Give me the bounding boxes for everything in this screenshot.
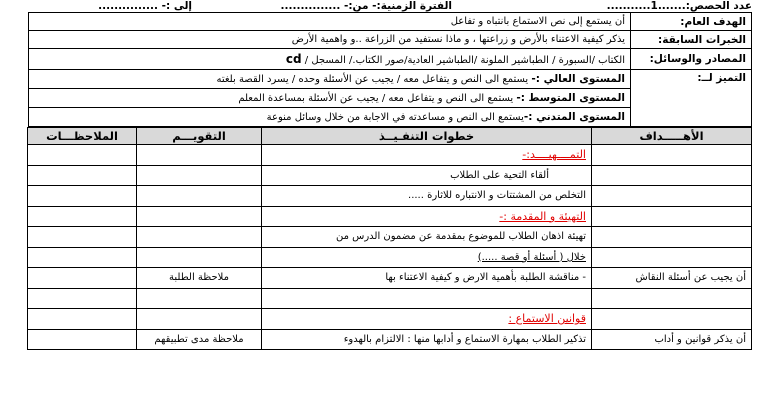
evaluation-cell: ملاحظة الطلبة	[137, 268, 262, 289]
cd-badge: cd	[285, 52, 302, 66]
table-row	[28, 288, 752, 309]
general-goal-value: أن يستمع إلى نص الاستماع بانتباه و تفاعل	[29, 13, 631, 31]
level-mid-text: يستمع الى النص و يتفاعل معه / يجيب عن الأسئلة بمساعدة المعلم	[238, 93, 517, 104]
table-row	[28, 186, 752, 207]
level-high-text: يستمع الى النص و يتفاعل معه / يجيب عن الأسئلة وحده / يسرد القصة بلغته	[216, 74, 532, 85]
evaluation-cell	[137, 247, 262, 268]
info-table	[28, 12, 752, 127]
col-evaluation: التقويـــم	[137, 128, 262, 145]
table-row	[28, 329, 752, 350]
step-cell: ألقاء التحية على الطلاب	[262, 165, 592, 186]
section-heading: قوانين الاستماع :	[508, 312, 586, 326]
general-goal-row	[29, 13, 752, 31]
table-row	[28, 268, 752, 289]
level-low	[29, 108, 630, 126]
goal-cell: أن يذكر قوانين و أداب	[592, 329, 752, 350]
section-heading: التمــــهيــــد:-	[522, 148, 586, 162]
step-cell	[262, 145, 592, 166]
step-cell	[262, 288, 592, 309]
note-cell	[28, 329, 137, 350]
steps-table	[27, 127, 752, 350]
resources-label: المصادر والوسائل:	[631, 49, 752, 70]
step-cell: تهيئة اذهان الطلاب للموضوع بمقدمة عن مضمون الدرس من	[262, 227, 592, 248]
note-cell	[28, 309, 137, 330]
differentiation-label: التميز لــ:	[631, 70, 752, 127]
level-mid	[29, 89, 630, 108]
goal-cell	[592, 309, 752, 330]
resources-list: الكتاب /السبورة / الطباشير الملونة /الطباشير العادية/صور الكتاب./ المسجل /	[304, 55, 625, 66]
general-goal-label: الهدف العام:	[631, 13, 752, 31]
levels-cell	[29, 70, 631, 127]
level-low-text: يستمع الى النص و مساعدته في الاجابة من خلال وسائل منوعة	[266, 112, 524, 123]
note-cell	[28, 145, 137, 166]
col-steps: خطوات التنفـيــذ	[262, 128, 592, 145]
note-cell	[28, 186, 137, 207]
section-heading: التهيئة و المقدمة :-	[499, 209, 586, 223]
underlined-text: خلال ( أسئلة أو قصة .....)	[477, 251, 586, 263]
goal-cell: أن يجيب عن أسئلة النقاش	[592, 268, 752, 289]
table-row	[28, 227, 752, 248]
table-row	[28, 145, 752, 166]
evaluation-cell: ملاحظة مدى تطبيقهم	[137, 329, 262, 350]
table-row	[28, 165, 752, 186]
step-cell	[262, 206, 592, 227]
note-cell	[28, 165, 137, 186]
header-line	[28, 0, 752, 12]
resources-row	[29, 49, 752, 70]
col-goals: الأهـــــداف	[592, 128, 752, 145]
evaluation-cell	[137, 206, 262, 227]
level-mid-name: المستوى المتوسط :-	[516, 92, 625, 104]
step-cell: التخلص من المشتتات و الانتباره للاثارة .....	[262, 186, 592, 207]
table-row	[28, 309, 752, 330]
goal-cell	[592, 186, 752, 207]
steps-header-row	[28, 128, 752, 145]
note-cell	[28, 227, 137, 248]
level-high	[29, 70, 630, 89]
note-cell	[28, 206, 137, 227]
step-cell	[262, 309, 592, 330]
time-period: الفترة الزمنية:- من:- ...............	[280, 0, 452, 12]
level-high-name: المستوى العالي :-	[531, 73, 625, 85]
evaluation-cell	[137, 145, 262, 166]
step-cell	[262, 247, 592, 268]
goal-cell	[592, 227, 752, 248]
note-cell	[28, 268, 137, 289]
goal-cell	[592, 165, 752, 186]
resources-value	[29, 49, 631, 70]
step-cell: تذكير الطلاب بمهارة الاستماع و أدابها منها : الالتزام بالهدوء	[262, 329, 592, 350]
lesson-plan	[28, 0, 752, 350]
note-cell	[28, 247, 137, 268]
note-cell	[28, 288, 137, 309]
period-end: إلى :- ...............	[98, 0, 192, 12]
step-cell: - مناقشة الطلبة بأهمية الارض و كيفية الاعتناء بها	[262, 268, 592, 289]
prior-experience-value: يذكر كيفية الاعتناء بالأرض و زراعتها ، و ماذا نستفيد من الزراعة ..و واهمية الأرض	[29, 31, 631, 49]
goal-cell	[592, 247, 752, 268]
evaluation-cell	[137, 309, 262, 330]
sessions-count: عدد الحصص:.......1...........	[606, 0, 752, 12]
level-low-name: المستوى المتدني :-	[523, 111, 625, 123]
prior-experience-row	[29, 31, 752, 49]
evaluation-cell	[137, 186, 262, 207]
goal-cell	[592, 145, 752, 166]
prior-experience-label: الخبرات السابقة:	[631, 31, 752, 49]
evaluation-cell	[137, 165, 262, 186]
goal-cell	[592, 206, 752, 227]
table-row	[28, 247, 752, 268]
goal-cell	[592, 288, 752, 309]
evaluation-cell	[137, 227, 262, 248]
differentiation-row	[29, 70, 752, 127]
table-row	[28, 206, 752, 227]
evaluation-cell	[137, 288, 262, 309]
col-notes: الملاحظـــات	[28, 128, 137, 145]
